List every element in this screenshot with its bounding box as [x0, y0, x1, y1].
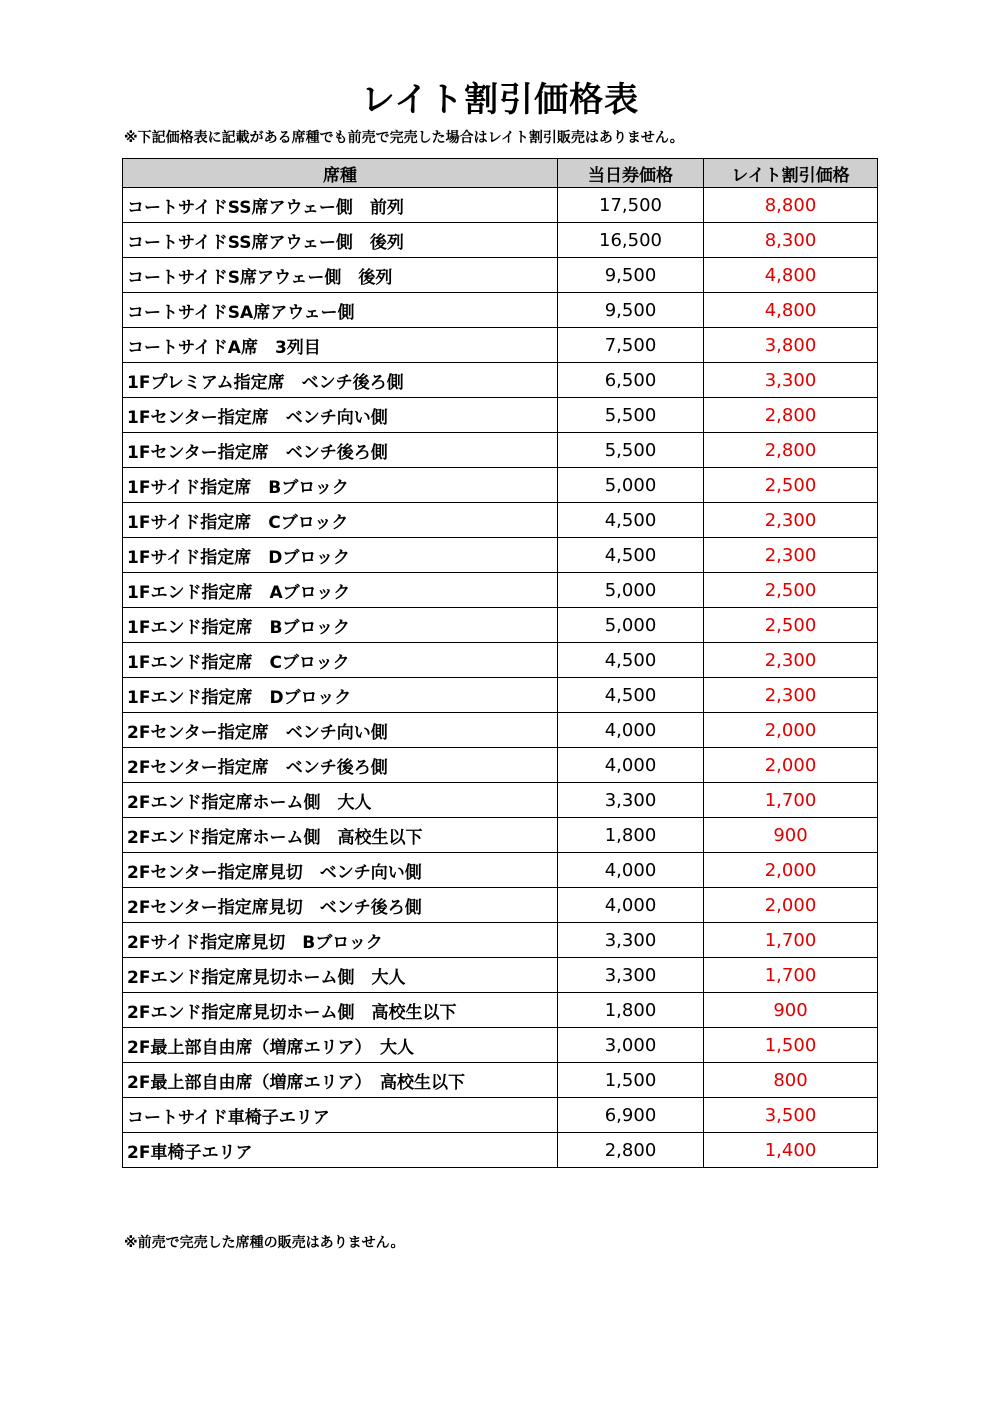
- day-price-cell: 6,500: [558, 363, 704, 398]
- table-row: [123, 713, 878, 748]
- seat-name-cell: 2Fサイド指定席見切 Bブロック: [123, 923, 558, 958]
- header-day-price: 当日券価格: [558, 159, 704, 188]
- seat-name-cell: コートサイドSA席アウェー側: [123, 293, 558, 328]
- seat-name-cell: 2Fエンド指定席見切ホーム側 大人: [123, 958, 558, 993]
- price-table: [122, 158, 878, 1168]
- day-price-cell: 16,500: [558, 223, 704, 258]
- table-row: [123, 818, 878, 853]
- day-price-cell: 5,500: [558, 433, 704, 468]
- day-price-cell: 4,500: [558, 678, 704, 713]
- late-price-cell: 3,500: [704, 1098, 878, 1133]
- day-price-cell: 5,000: [558, 468, 704, 503]
- late-price-cell: 1,700: [704, 958, 878, 993]
- late-price-cell: 2,500: [704, 608, 878, 643]
- table-row: [123, 608, 878, 643]
- seat-name-cell: 2Fエンド指定席ホーム側 大人: [123, 783, 558, 818]
- late-price-cell: 2,500: [704, 468, 878, 503]
- day-price-cell: 4,000: [558, 748, 704, 783]
- day-price-cell: 4,000: [558, 888, 704, 923]
- late-price-cell: 2,300: [704, 503, 878, 538]
- seat-name-cell: コートサイドSS席アウェー側 前列: [123, 188, 558, 223]
- table-row: [123, 853, 878, 888]
- seat-name-cell: 1Fエンド指定席 Cブロック: [123, 643, 558, 678]
- seat-name-cell: 2Fセンター指定席見切 ベンチ向い側: [123, 853, 558, 888]
- table-row: [123, 643, 878, 678]
- table-row: [123, 398, 878, 433]
- late-price-cell: 900: [704, 818, 878, 853]
- bottom-note: ※前売で完売した席種の販売はありません。: [124, 1235, 405, 1251]
- seat-name-cell: 2F最上部自由席（増席エリア） 大人: [123, 1028, 558, 1063]
- table-row: [123, 1063, 878, 1098]
- seat-name-cell: 2F車椅子エリア: [123, 1133, 558, 1168]
- late-price-cell: 1,700: [704, 923, 878, 958]
- table-row: [123, 993, 878, 1028]
- day-price-cell: 3,300: [558, 923, 704, 958]
- seat-name-cell: 2Fエンド指定席ホーム側 高校生以下: [123, 818, 558, 853]
- seat-name-cell: 1Fサイド指定席 Bブロック: [123, 468, 558, 503]
- seat-name-cell: コートサイド車椅子エリア: [123, 1098, 558, 1133]
- table-header: [123, 159, 878, 188]
- late-price-cell: 4,800: [704, 258, 878, 293]
- table-row: [123, 1133, 878, 1168]
- late-price-cell: 8,800: [704, 188, 878, 223]
- day-price-cell: 5,500: [558, 398, 704, 433]
- seat-name-cell: 2Fエンド指定席見切ホーム側 高校生以下: [123, 993, 558, 1028]
- seat-name-cell: コートサイドS席アウェー側 後列: [123, 258, 558, 293]
- seat-name-cell: 1Fエンド指定席 Bブロック: [123, 608, 558, 643]
- day-price-cell: 17,500: [558, 188, 704, 223]
- day-price-cell: 6,900: [558, 1098, 704, 1133]
- header-seat: 席種: [123, 159, 558, 188]
- top-note: ※下記価格表に記載がある席種でも前売で完売した場合はレイト割引販売はありません。: [124, 130, 684, 146]
- table-row: [123, 538, 878, 573]
- late-price-cell: 2,000: [704, 713, 878, 748]
- late-price-cell: 2,800: [704, 433, 878, 468]
- day-price-cell: 4,500: [558, 643, 704, 678]
- table-row: [123, 783, 878, 818]
- late-price-cell: 800: [704, 1063, 878, 1098]
- table-row: [123, 223, 878, 258]
- day-price-cell: 1,800: [558, 993, 704, 1028]
- table-row: [123, 363, 878, 398]
- header-late-price: レイト割引価格: [704, 159, 878, 188]
- day-price-cell: 4,000: [558, 853, 704, 888]
- table-row: [123, 888, 878, 923]
- seat-name-cell: 1Fセンター指定席 ベンチ向い側: [123, 398, 558, 433]
- seat-name-cell: 1Fセンター指定席 ベンチ後ろ側: [123, 433, 558, 468]
- seat-name-cell: 2F最上部自由席（増席エリア） 高校生以下: [123, 1063, 558, 1098]
- late-price-cell: 2,000: [704, 888, 878, 923]
- table-row: [123, 1028, 878, 1063]
- late-price-cell: 2,000: [704, 853, 878, 888]
- seat-name-cell: 2Fセンター指定席 ベンチ後ろ側: [123, 748, 558, 783]
- day-price-cell: 4,500: [558, 538, 704, 573]
- table-row: [123, 328, 878, 363]
- day-price-cell: 3,300: [558, 783, 704, 818]
- table-body: [123, 188, 878, 1168]
- seat-name-cell: 2Fセンター指定席 ベンチ向い側: [123, 713, 558, 748]
- seat-name-cell: 1Fサイド指定席 Cブロック: [123, 503, 558, 538]
- table-row: [123, 573, 878, 608]
- table-row: [123, 923, 878, 958]
- table-row: [123, 293, 878, 328]
- late-price-cell: 2,300: [704, 678, 878, 713]
- late-price-cell: 3,800: [704, 328, 878, 363]
- day-price-cell: 5,000: [558, 573, 704, 608]
- seat-name-cell: 2Fセンター指定席見切 ベンチ後ろ側: [123, 888, 558, 923]
- late-price-cell: 4,800: [704, 293, 878, 328]
- seat-name-cell: 1Fプレミアム指定席 ベンチ後ろ側: [123, 363, 558, 398]
- table-row: [123, 748, 878, 783]
- seat-name-cell: 1Fサイド指定席 Dブロック: [123, 538, 558, 573]
- late-price-cell: 2,300: [704, 643, 878, 678]
- seat-name-cell: コートサイドSS席アウェー側 後列: [123, 223, 558, 258]
- late-price-cell: 1,400: [704, 1133, 878, 1168]
- late-price-cell: 2,300: [704, 538, 878, 573]
- day-price-cell: 5,000: [558, 608, 704, 643]
- table-row: [123, 1098, 878, 1133]
- late-price-cell: 8,300: [704, 223, 878, 258]
- day-price-cell: 9,500: [558, 293, 704, 328]
- day-price-cell: 4,000: [558, 713, 704, 748]
- page-title: レイト割引価格表: [360, 80, 640, 120]
- table-row: [123, 468, 878, 503]
- table-row: [123, 433, 878, 468]
- late-price-cell: 1,500: [704, 1028, 878, 1063]
- seat-name-cell: コートサイドA席 3列目: [123, 328, 558, 363]
- late-price-cell: 2,800: [704, 398, 878, 433]
- day-price-cell: 4,500: [558, 503, 704, 538]
- header-row: [123, 159, 878, 188]
- day-price-cell: 7,500: [558, 328, 704, 363]
- late-price-cell: 2,000: [704, 748, 878, 783]
- late-price-cell: 900: [704, 993, 878, 1028]
- day-price-cell: 9,500: [558, 258, 704, 293]
- seat-name-cell: 1Fエンド指定席 Dブロック: [123, 678, 558, 713]
- table-row: [123, 258, 878, 293]
- table-row: [123, 678, 878, 713]
- day-price-cell: 3,300: [558, 958, 704, 993]
- day-price-cell: 2,800: [558, 1133, 704, 1168]
- table-row: [123, 503, 878, 538]
- table-row: [123, 188, 878, 223]
- late-price-cell: 1,700: [704, 783, 878, 818]
- table-row: [123, 958, 878, 993]
- day-price-cell: 1,500: [558, 1063, 704, 1098]
- seat-name-cell: 1Fエンド指定席 Aブロック: [123, 573, 558, 608]
- day-price-cell: 3,000: [558, 1028, 704, 1063]
- day-price-cell: 1,800: [558, 818, 704, 853]
- late-price-cell: 3,300: [704, 363, 878, 398]
- late-price-cell: 2,500: [704, 573, 878, 608]
